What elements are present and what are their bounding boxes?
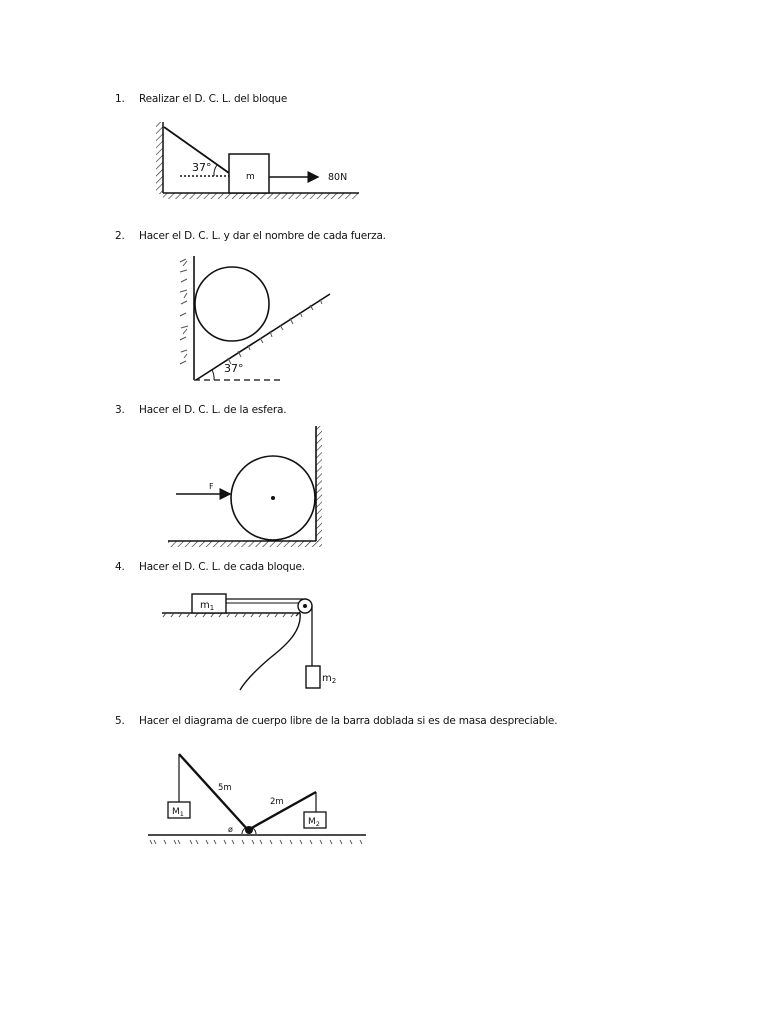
- sphere-center: [271, 496, 275, 500]
- ground-texture: [150, 840, 362, 844]
- question-5: [115, 715, 557, 727]
- angle-label: 37°: [224, 362, 244, 375]
- question-number: 5.: [115, 715, 125, 727]
- floor-hatch: [168, 541, 322, 547]
- sphere: [195, 267, 269, 341]
- angle-arc: [214, 165, 217, 176]
- question-text: Realizar el D. C. L. del bloque: [139, 93, 288, 105]
- floor-hatch: [163, 193, 359, 199]
- block-label: m: [246, 172, 255, 182]
- figure-bent-bar: [144, 750, 370, 850]
- figure-sphere-incline: [176, 254, 336, 384]
- table-edge: [240, 613, 300, 690]
- question-4: [115, 561, 305, 573]
- force-label: 80N: [328, 172, 348, 183]
- question-number: 1.: [115, 93, 125, 105]
- length-label-long: 5m: [218, 783, 232, 793]
- question-text: Hacer el D. C. L. de cada bloque.: [139, 561, 305, 573]
- block-m2: [306, 666, 320, 688]
- figure-block-wall-cable: [150, 118, 370, 202]
- block-m1-label: $m_1$: [200, 600, 215, 612]
- wall-hatch: [316, 426, 322, 542]
- question-2: [115, 230, 386, 242]
- question-text: Hacer el D. C. L. y dar el nombre de cada fuerza.: [139, 230, 386, 242]
- angle-label: 37°: [192, 161, 212, 174]
- question-text: Hacer el diagrama de cuerpo libre de la barra doblada si es de masa despreciable.: [139, 715, 558, 727]
- block-M2-label: $M_2$: [308, 817, 320, 828]
- block-M1-label: $M_1$: [172, 807, 184, 818]
- question-number: 3.: [115, 404, 125, 416]
- figure-pulley-blocks: [160, 586, 350, 692]
- wall-texture: [180, 259, 188, 364]
- wall-hatch: [156, 122, 163, 194]
- question-3: [115, 404, 286, 416]
- question-number: 2.: [115, 230, 125, 242]
- angle-arc: [212, 370, 214, 380]
- question-number: 4.: [115, 561, 125, 573]
- figure-sphere-wall: [166, 424, 328, 550]
- question-1: [115, 93, 287, 105]
- question-text: Hacer el D. C. L. de la esfera.: [139, 404, 287, 416]
- angle-label: ø: [228, 825, 233, 834]
- block-m2-label: $m_2$: [322, 673, 337, 685]
- force-label: F: [209, 482, 214, 491]
- length-label-short: 2m: [270, 797, 284, 807]
- pulley-axle: [303, 604, 307, 608]
